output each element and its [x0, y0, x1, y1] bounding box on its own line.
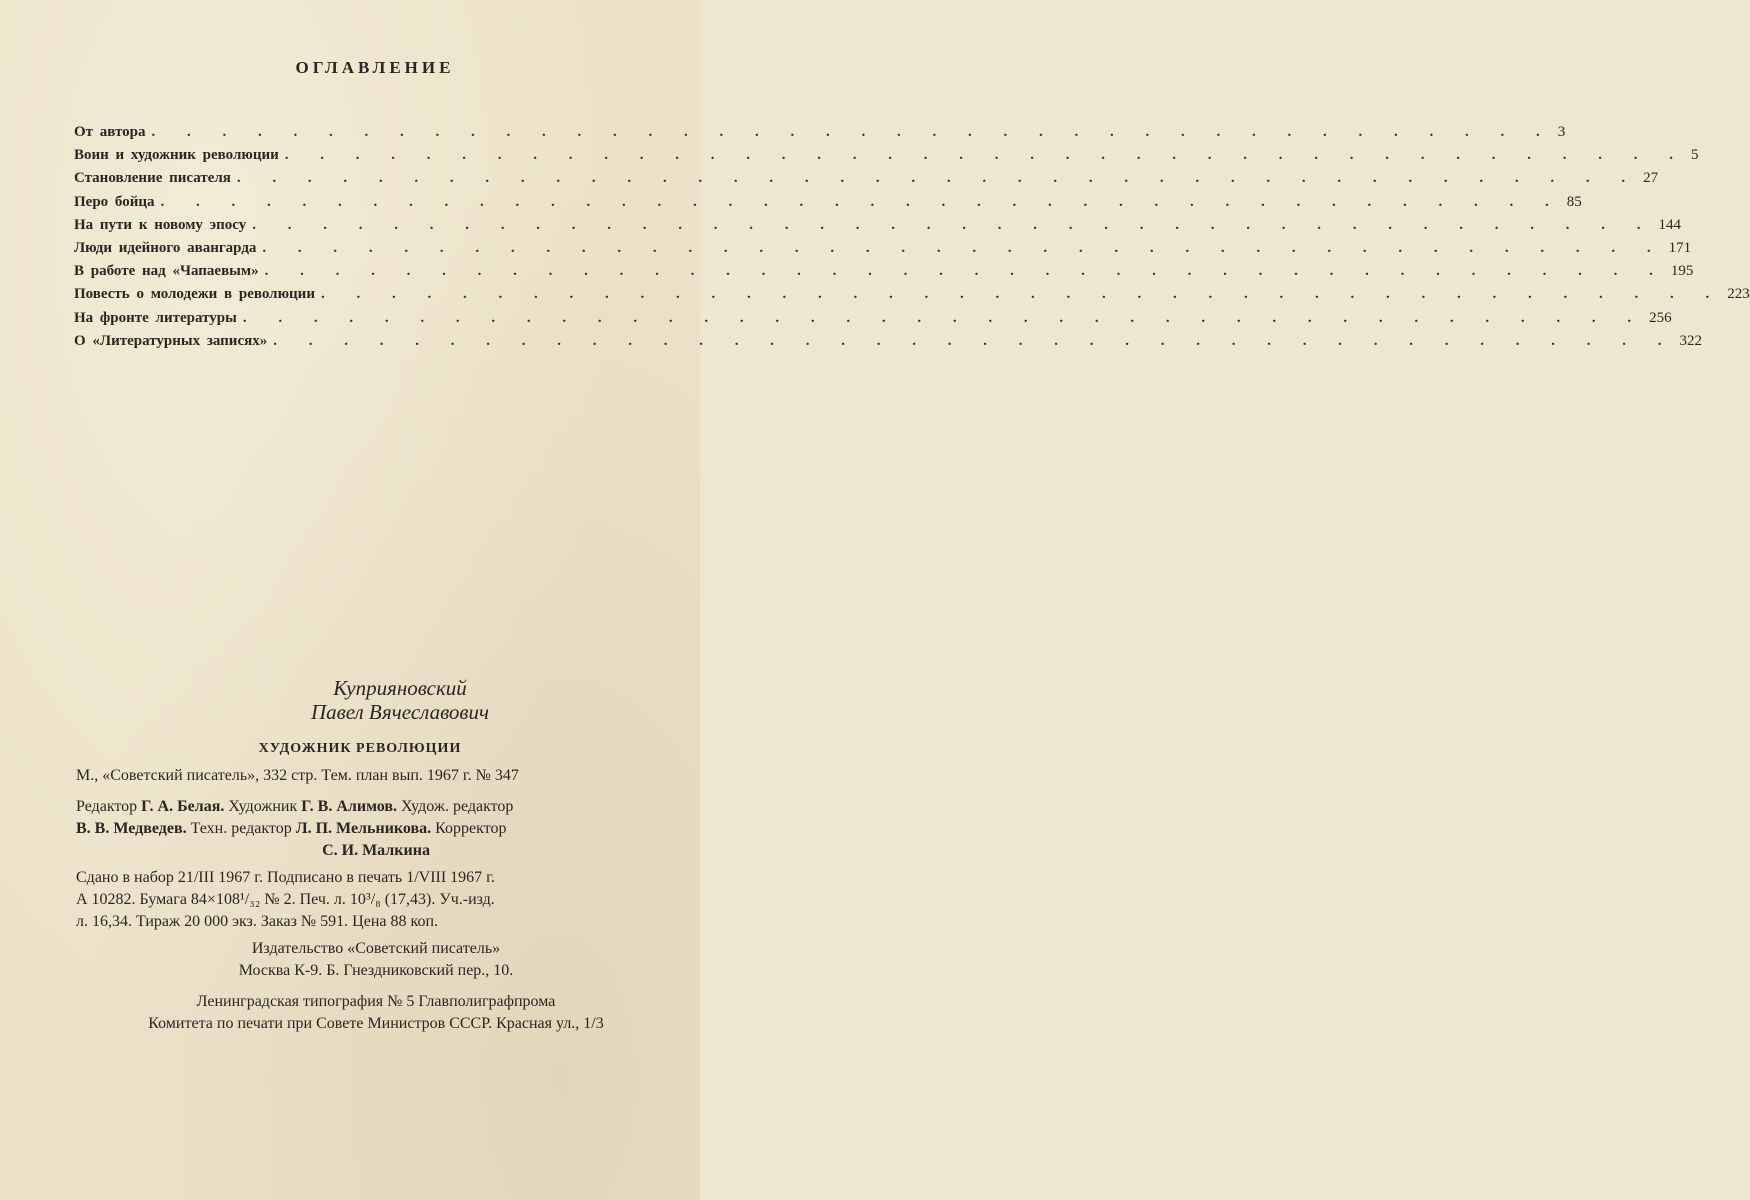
- toc-entry: [74, 286, 1750, 309]
- toc-entry: [74, 216, 1681, 240]
- print-line: л. 16,34. Тираж 20 000 экз. Заказ № 591. Цена 88 коп.: [76, 913, 439, 930]
- toc-heading: ОГЛАВЛЕНИЕ: [295, 58, 455, 77]
- staff-line-1: [76, 796, 676, 818]
- tech-editor-label: Техн. редактор: [190, 820, 292, 837]
- toc-entry-page: 322: [1679, 332, 1702, 349]
- dot-leader: . . . . . . . . . . . . . . . . . . . . . . . . . . . . . . . . . . . . . . . .: [151, 124, 1554, 140]
- toc-entry-page: 27: [1643, 170, 1659, 187]
- toc-entry: [74, 124, 1566, 147]
- toc-entry-page: 256: [1649, 309, 1672, 326]
- toc-entry: [74, 193, 1582, 217]
- dot-leader: . . . . . . . . . . . . . . . . . . . . . . . . . . . . . . . . . . . . . . . .: [252, 216, 1655, 233]
- dot-leader: . . . . . . . . . . . . . . . . . . . . . . . . . . . . . . . . . . . . . . . .: [284, 147, 1688, 164]
- toc-entry-title: Становление писателя: [74, 170, 231, 187]
- author-surname: Куприяновский: [333, 676, 467, 700]
- art-editor-name: В. В. Медведев.: [76, 820, 187, 837]
- toc-entry-title: О «Литературных записях»: [74, 332, 268, 349]
- toc-entry: [74, 147, 1699, 170]
- dot-leader: . . . . . . . . . . . . . . . . . . . . . . . . . . . . . . . . . . . . . . . .: [242, 309, 1646, 326]
- corrector-label: Корректор: [435, 820, 507, 837]
- toc-entry: [74, 170, 1659, 193]
- toc-entry-title: Люди идейного авангарда: [74, 239, 257, 256]
- toc-entry: [74, 309, 1672, 333]
- printing-house-line: Ленинградская типография № 5 Главполиграфпрома: [196, 993, 556, 1010]
- staff-line-3: [76, 840, 676, 862]
- toc-entry-page: 171: [1668, 239, 1692, 256]
- editor-name: Г. А. Белая.: [141, 798, 225, 815]
- toc-entry-title: Воин и художник революции: [74, 147, 279, 164]
- dot-leader: . . . . . . . . . . . . . . . . . . . . . . . . . . . . . . . . . . . . . . . .: [160, 193, 1563, 210]
- table-of-contents: [74, 124, 1750, 356]
- toc-entry-page: 5: [1691, 147, 1699, 164]
- book-title: ХУДОЖНИК РЕВОЛЮЦИИ: [258, 741, 462, 756]
- staff-credits: [76, 796, 676, 862]
- art-editor-label: Худож. редактор: [401, 798, 514, 815]
- toc-entry-title: Повесть о молодежи в революции: [74, 286, 315, 303]
- toc-entry-title: От автора: [74, 124, 146, 140]
- toc-entry-page: 195: [1670, 263, 1694, 280]
- toc-entry-page: 3: [1557, 124, 1566, 140]
- toc-entry-title: В работе над «Чапаевым»: [74, 263, 259, 280]
- toc-entry: [74, 263, 1694, 286]
- corrector-name: С. И. Малкина: [322, 842, 430, 859]
- dot-leader: . . . . . . . . . . . . . . . . . . . . . . . . . . . . . . . . . . . . . . . .: [236, 170, 1640, 187]
- toc-entry-page: 85: [1566, 193, 1582, 210]
- artist-label: Художник: [228, 798, 298, 815]
- print-line: Сдано в набор 21/III 1967 г. Подписано в печать 1/VIII 1967 г.: [76, 869, 495, 886]
- publisher-line: Москва К-9. Б. Гнездниковский пер., 10.: [238, 962, 514, 979]
- artist-name: Г. В. Алимов.: [301, 798, 397, 815]
- toc-entry-title: Перо бойца: [74, 193, 155, 210]
- toc-entry: [74, 332, 1702, 356]
- author-given-names: Павел Вячеславович: [310, 700, 490, 724]
- printing-house: [76, 991, 676, 1035]
- toc-entry-page: 223: [1727, 286, 1750, 303]
- dot-leader: . . . . . . . . . . . . . . . . . . . . . . . . . . . . . . . . . . . . . . . .: [264, 263, 1667, 280]
- publication-line: [76, 765, 676, 787]
- toc-entry-title: На фронте литературы: [74, 309, 237, 326]
- tech-editor-name: Л. П. Мельникова.: [295, 820, 432, 837]
- toc-entry-page: 144: [1658, 216, 1681, 233]
- publication-info: М., «Советский писатель», 332 стр. Тем. план вып. 1967 г. № 347: [76, 767, 519, 784]
- dot-leader: . . . . . . . . . . . . . . . . . . . . . . . . . . . . . . . . . . . . . . . .: [320, 286, 1724, 303]
- staff-line-2: [76, 818, 676, 840]
- toc-entry-title: На пути к новому эпосу: [74, 216, 247, 233]
- printing-house-line: Комитета по печати при Совете Министров СССР. Красная ул., 1/3: [148, 1015, 604, 1032]
- dot-leader: . . . . . . . . . . . . . . . . . . . . . . . . . . . . . . . . . . . . . . . .: [273, 332, 1676, 349]
- toc-entry: [74, 239, 1692, 263]
- publisher-line: Издательство «Советский писатель»: [251, 940, 501, 957]
- publisher-address: [76, 938, 676, 982]
- print-line: А 10282. Бумага 84×108¹/₃₂ № 2. Печ. л. 10³/₈ (17,43). Уч.-изд.: [76, 891, 495, 908]
- editor-label: Редактор: [76, 798, 138, 815]
- author-name: [240, 676, 560, 724]
- print-details: [76, 867, 676, 933]
- dot-leader: . . . . . . . . . . . . . . . . . . . . . . . . . . . . . . . . . . . . . . . .: [262, 239, 1665, 256]
